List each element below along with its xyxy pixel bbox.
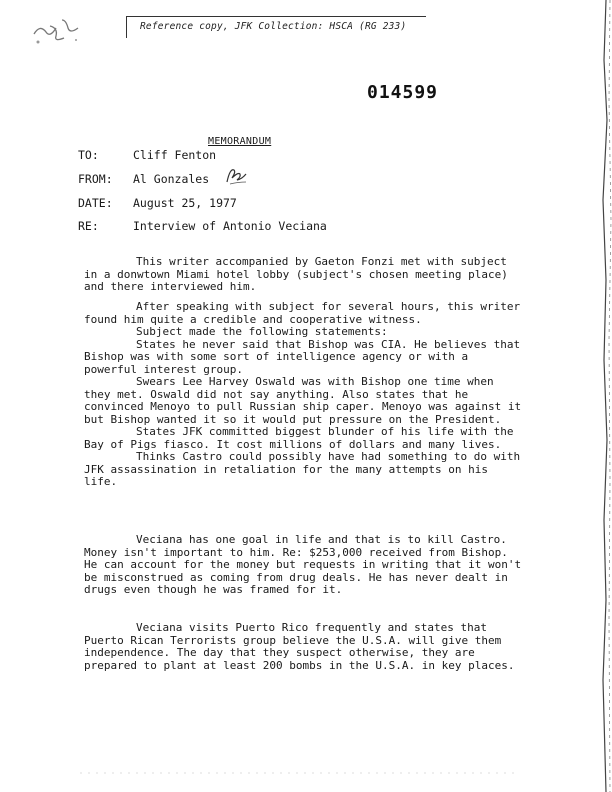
body-section-puerto-rico — [84, 622, 524, 672]
paragraph-statements-intro: Subject made the following statements: — [136, 325, 388, 338]
date-value: August 25, 1977 — [133, 196, 237, 210]
paragraph-bay-of-pigs: States JFK committed biggest blunder of his life with the Bay of Pigs fiasco. It cost millions of dollars and many lives. — [84, 425, 514, 451]
body-section-statements — [84, 301, 524, 489]
scan-artifact-decoration — [80, 770, 520, 776]
body-section-intro — [84, 256, 524, 294]
to-value: Cliff Fenton — [133, 148, 217, 162]
archive-reference-stamp — [126, 16, 426, 38]
paragraph-bishop-cia: States he never said that Bishop was CIA. He believes that Bishop was with some sort of intelligence agency or with a powerful interest group. — [84, 337, 521, 376]
paragraph-meeting: This writer accompanied by Gaeton Fonzi met with subject in a donwtown Miami hotel lobby (subject's chosen meeting place) and there interviewed him. — [84, 255, 508, 293]
archive-stamp-text: Reference copy, JFK Collection: HSCA (RG 233) — [140, 21, 407, 32]
from-value: Al Gonzales — [133, 172, 210, 186]
paragraph-castro: Thinks Castro could possibly have had something to do with JFK assassination in retaliation for the many attempts on his life. — [84, 450, 521, 488]
paragraph-credibility: After speaking with subject for several hours, this writer found him quite a credible and cooperative witness. — [84, 300, 521, 326]
memo-title: MEMORANDUM — [208, 136, 272, 147]
handwritten-initials-icon — [224, 164, 250, 186]
paragraph-puerto-rico: Veciana visits Puerto Rico frequently and states that Puerto Rican Terrorists group believe the U.S.A. will give them independence. The day that they suspect otherwise, they are prepared to plant at least 200 bombs in the U.S.A. in key places. — [84, 621, 515, 672]
body-section-goal — [84, 534, 524, 597]
paragraph-goal: Veciana has one goal in life and that is to kill Castro. Money isn't important to him. Re: $253,000 received from Bishop. He can account for the money but requests in writing that it won't be misconstrued as coming from drug deals. He has never dealt in drugs even though he was framed for it. — [84, 533, 522, 596]
re-label: RE: — [78, 219, 99, 233]
paragraph-oswald: Swears Lee Harvey Oswald was with Bishop one time when they met. Oswald did not say anything. Also states that he convinced Menoyo to pull Russian ship caper. Menoyo was against it but Bishop wanted it so it would put pressure on the President. — [84, 375, 522, 426]
from-label: FROM: — [78, 172, 113, 186]
handwritten-mark-icon — [28, 12, 88, 52]
re-value: Interview of Antonio Veciana — [133, 219, 327, 233]
to-label: TO: — [78, 148, 99, 162]
document-number: 014599 — [367, 82, 439, 103]
scan-edge-decoration — [598, 0, 612, 792]
date-label: DATE: — [78, 196, 113, 210]
